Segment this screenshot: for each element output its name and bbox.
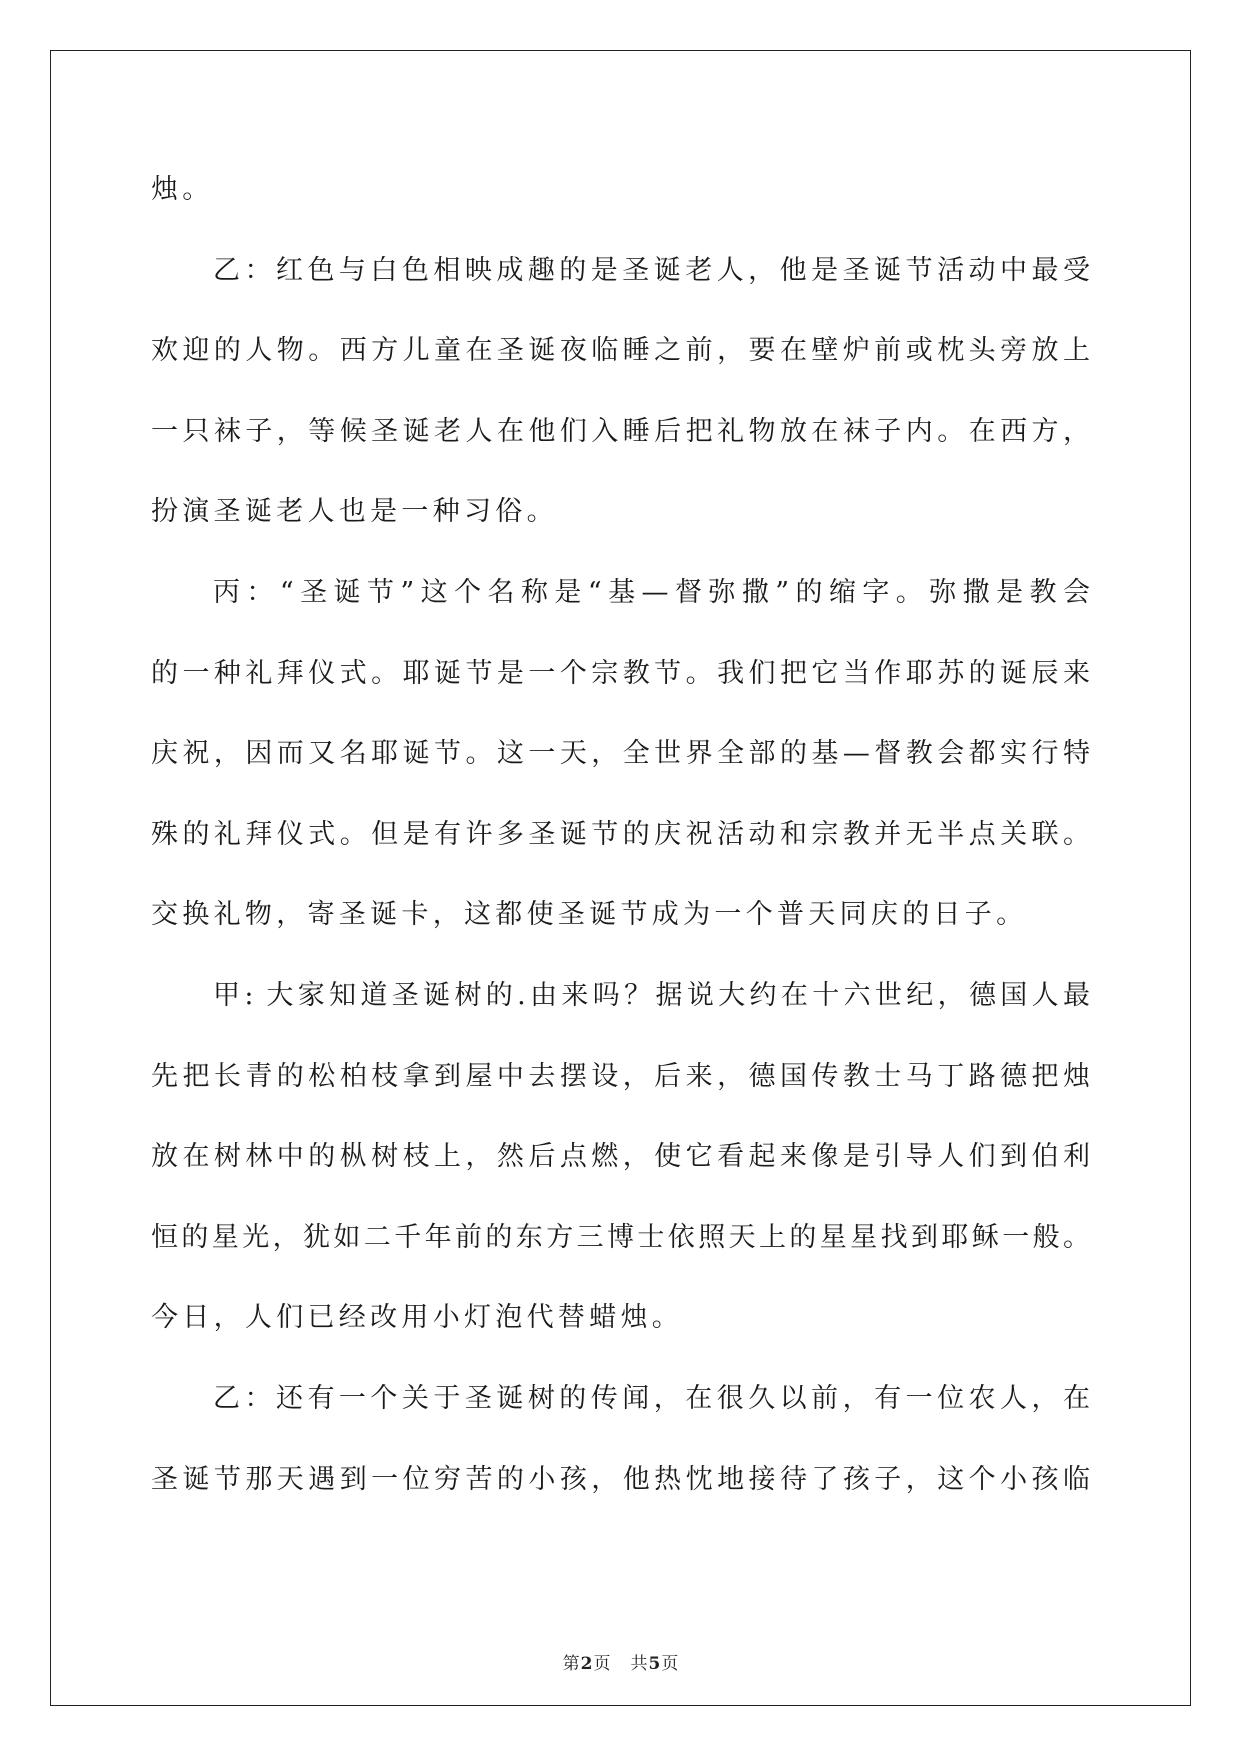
text-line: 先把长青的松柏枝拿到屋中去摆设，后来，德国传教士马丁路德把烛: [151, 1060, 1090, 1092]
text-line: 丙：“圣诞节”这个名称是“基—督弥撒”的缩字。弥撒是教会: [213, 577, 1090, 608]
text-line: 圣诞节那天遇到一位穷苦的小孩，他热忱地接待了孩子，这个小孩临: [151, 1463, 1090, 1495]
text-line: 乙：红色与白色相映成趣的是圣诞老人，他是圣诞节活动中最受: [213, 254, 1090, 286]
text-line: 恒的星光，犹如二千年前的东方三博士依照天上的星星找到耶稣一般。: [151, 1221, 1090, 1253]
text-line: 烛。: [151, 174, 214, 205]
total-pages-prefix: 共: [630, 1654, 648, 1674]
page-border: [50, 50, 1191, 1706]
text-line: 欢迎的人物。西方儿童在圣诞夜临睡之前，要在壁炉前或枕头旁放上: [151, 335, 1090, 367]
text-line: 庆祝，因而又名耶诞节。这一天，全世界全部的基—督教会都实行特: [151, 738, 1090, 770]
text-line: 放在树林中的枞树枝上，然后点燃，使它看起来像是引导人们到伯利: [151, 1141, 1090, 1173]
text-line: 殊的礼拜仪式。但是有许多圣诞节的庆祝活动和宗教并无半点关联。: [151, 818, 1090, 850]
page-number-prefix: 第: [562, 1654, 580, 1674]
text-line: 扮演圣诞老人也是一种习俗。: [151, 496, 558, 528]
page-number-suffix: 页: [593, 1654, 611, 1674]
text-line: 今日，人们已经改用小灯泡代替蜡烛。: [151, 1302, 684, 1334]
text-line: 交换礼物，寄圣诞卡，这都使圣诞节成为一个普天同庆的日子。: [151, 899, 1028, 931]
text-line: 一只袜子，等候圣诞老人在他们入睡后把礼物放在袜子内。在西方，: [151, 415, 1090, 447]
text-line: 乙：还有一个关于圣诞树的传闻，在很久以前，有一位农人，在: [213, 1383, 1090, 1414]
total-pages-suffix: 页: [661, 1654, 679, 1674]
current-page-number: 2: [580, 1654, 593, 1674]
page-footer: [0, 1652, 1241, 1676]
total-pages-number: 5: [648, 1654, 661, 1674]
text-line: 的一种礼拜仪式。耶诞节是一个宗教节。我们把它当作耶苏的诞辰来: [151, 657, 1090, 689]
text-line: 甲: 大家知道圣诞树的.由来吗？据说大约在十六世纪，德国人最: [213, 980, 1090, 1011]
